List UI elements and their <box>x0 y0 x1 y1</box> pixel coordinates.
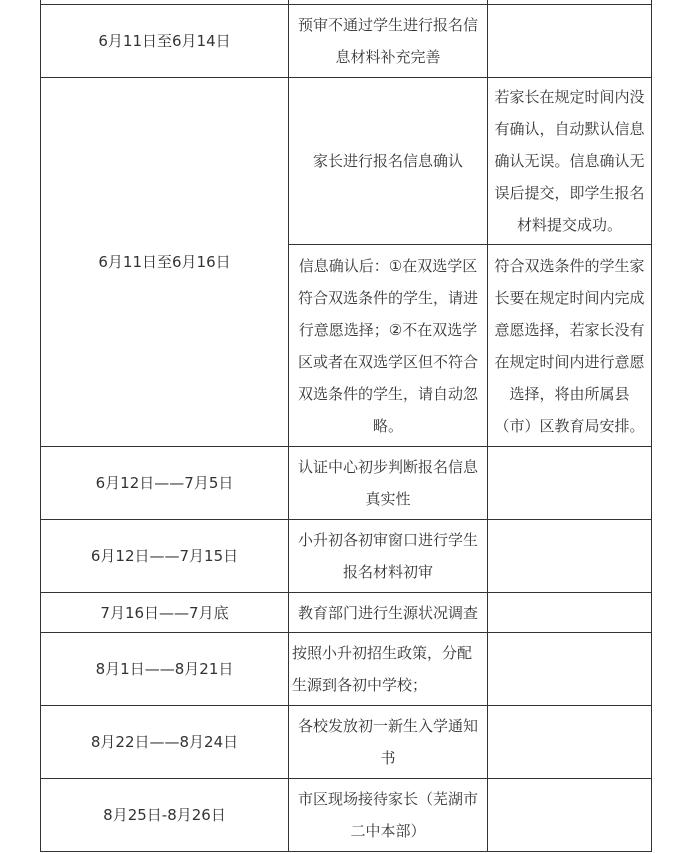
note-cell: 若家长在规定时间内没有确认，自动默认信息确认无误。信息确认无误后提交，即学生报名材料提交成功。 <box>488 78 652 245</box>
note-cell <box>488 633 652 706</box>
item-cell: 市区现场接待家长（芜湖市二中本部） <box>289 779 488 852</box>
table-row <box>41 5 652 78</box>
item-cell: 信息确认后：①在双选学区符合双选条件的学生，请进行意愿选择；②不在双选学区或者在双选学区但不符合双选条件的学生，请自动忽略。 <box>289 245 488 447</box>
item-cell: 教育部门进行生源状况调查 <box>289 593 488 633</box>
date-cell: 8月1日——8月21日 <box>41 633 289 706</box>
item-cell: 家长进行报名信息确认 <box>289 78 488 245</box>
date-cell: 6月11日至6月14日 <box>41 5 289 78</box>
date-cell: 6月11日至6月16日 <box>41 78 289 447</box>
note-cell <box>488 447 652 520</box>
table-row <box>41 706 652 779</box>
table-row <box>41 78 652 245</box>
item-cell: 按照小升初招生政策，分配生源到各初中学校； <box>289 633 488 706</box>
table-row <box>41 447 652 520</box>
note-cell <box>488 706 652 779</box>
date-cell: 6月12日——7月5日 <box>41 447 289 520</box>
table-row <box>41 520 652 593</box>
date-cell: 7月16日——7月底 <box>41 593 289 633</box>
date-cell: 8月22日——8月24日 <box>41 706 289 779</box>
note-cell <box>488 593 652 633</box>
date-cell: 8月25日-8月26日 <box>41 779 289 852</box>
note-cell: 符合双选条件的学生家长要在规定时间内完成意愿选择，若家长没有在规定时间内进行意愿选择，将由所属县（市）区教育局安排。 <box>488 245 652 447</box>
date-cell: 6月12日——7月15日 <box>41 520 289 593</box>
item-cell: 各校发放初一新生入学通知书 <box>289 706 488 779</box>
table-row <box>41 633 652 706</box>
table-row <box>41 779 652 852</box>
note-cell <box>488 5 652 78</box>
schedule-table <box>40 0 652 852</box>
item-cell: 预审不通过学生进行报名信息材料补充完善 <box>289 5 488 78</box>
table-row <box>41 593 652 633</box>
item-cell: 认证中心初步判断报名信息真实性 <box>289 447 488 520</box>
note-cell <box>488 520 652 593</box>
note-cell <box>488 779 652 852</box>
item-cell: 小升初各初审窗口进行学生报名材料初审 <box>289 520 488 593</box>
